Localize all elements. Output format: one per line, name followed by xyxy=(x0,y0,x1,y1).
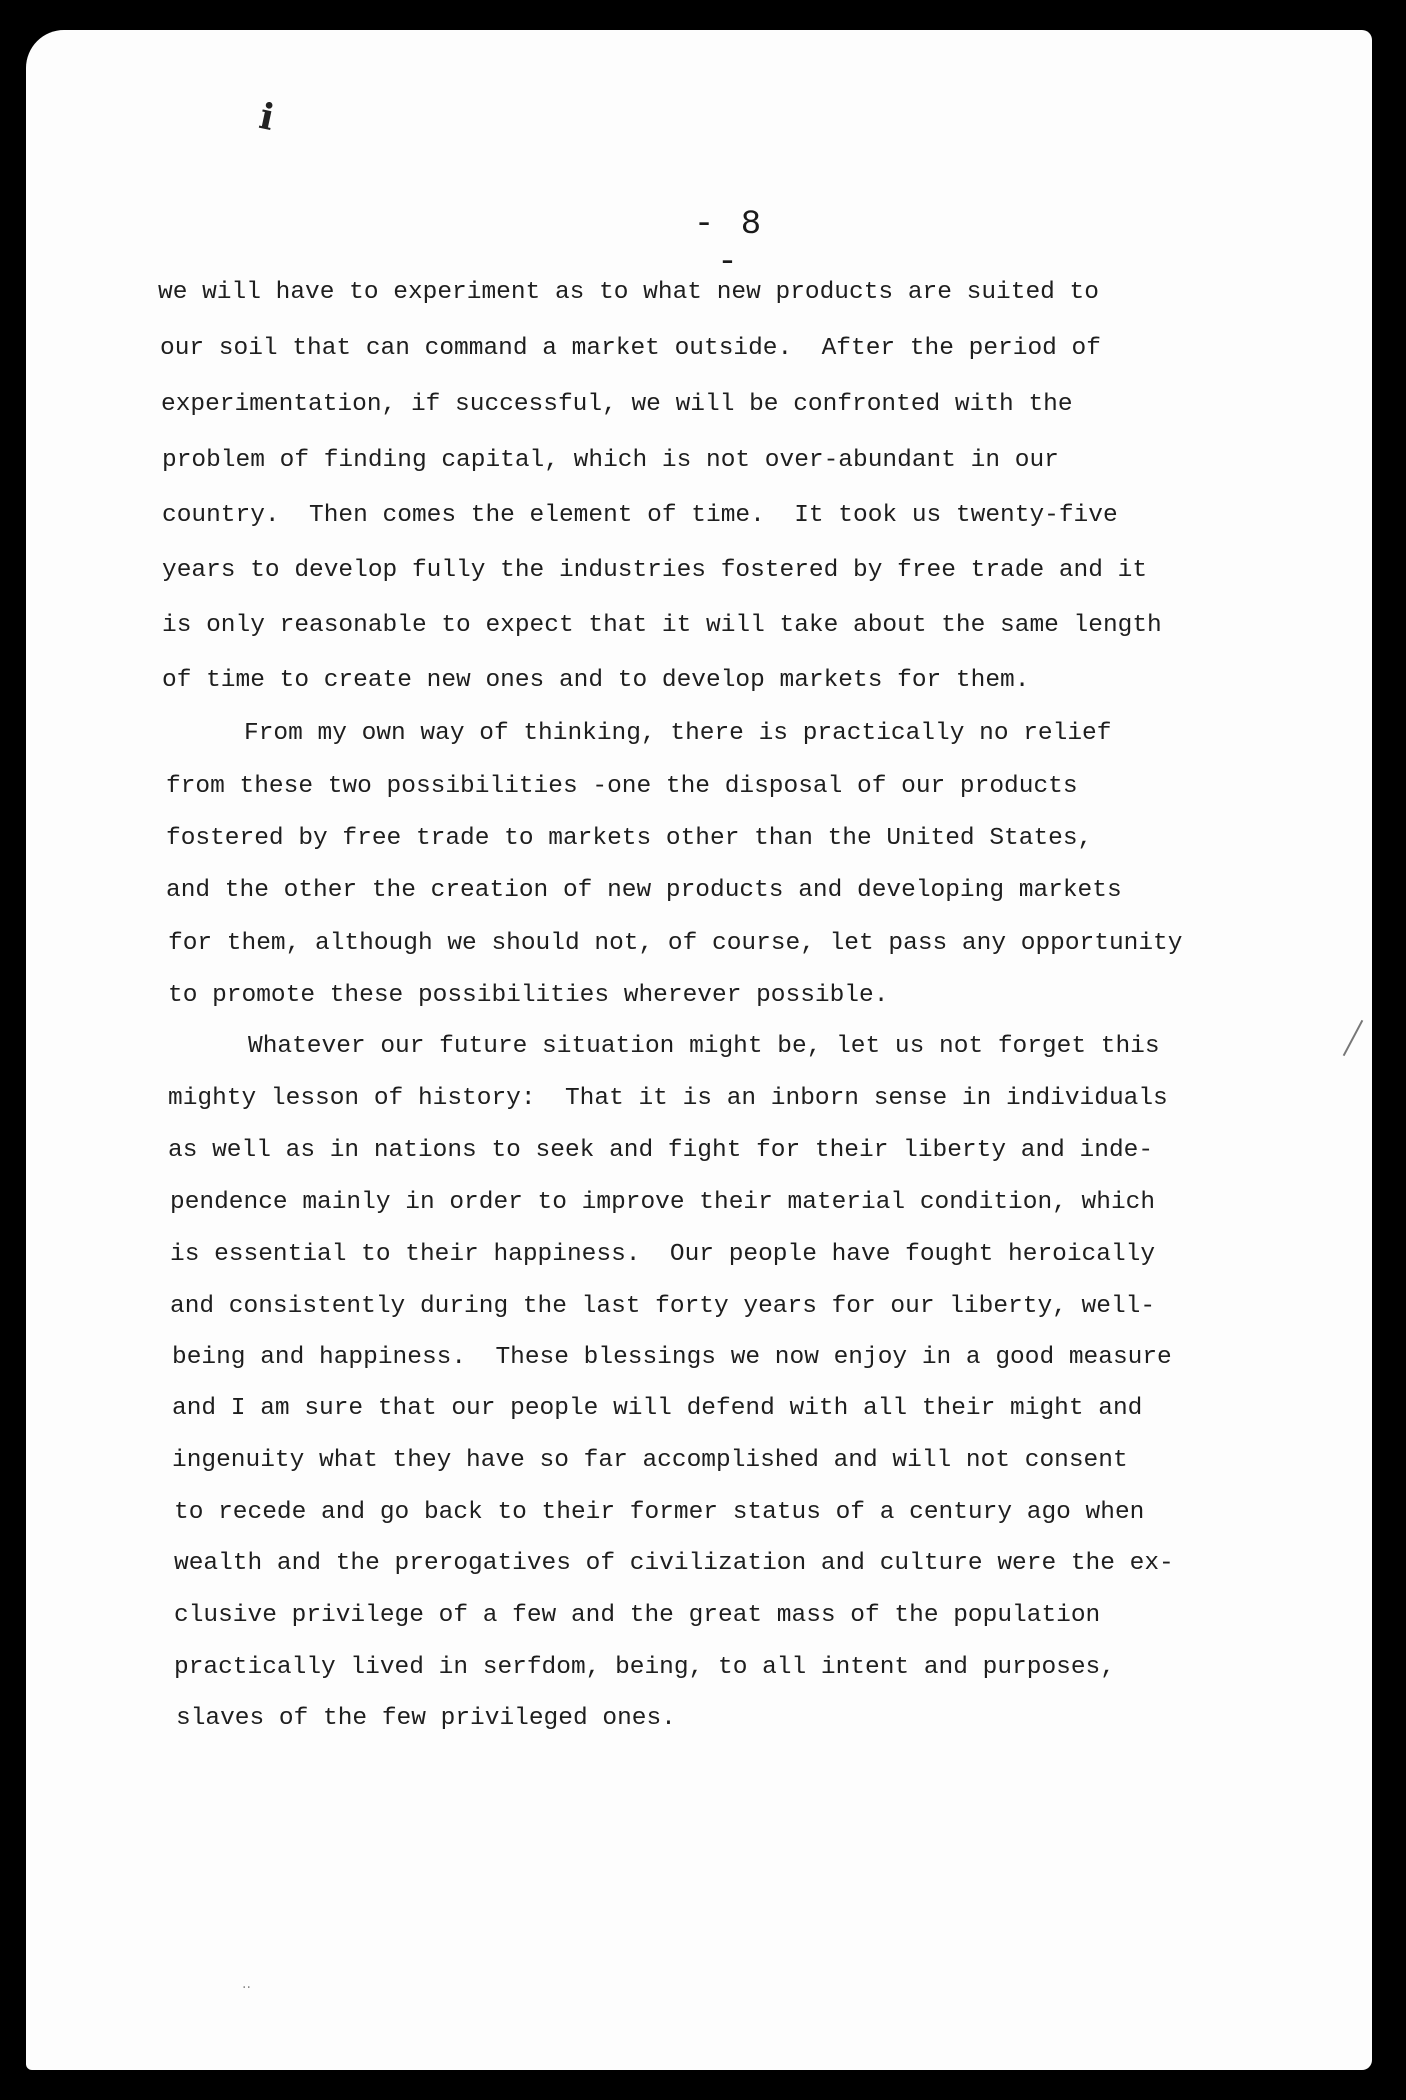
text-line: ingenuity what they have so far accomplished and will not consent xyxy=(172,1447,1128,1474)
text-line: slaves of the few privileged ones. xyxy=(176,1705,676,1732)
text-line: clusive privilege of a few and the great mass of the population xyxy=(174,1602,1101,1629)
text-line: we will have to experiment as to what new products are suited to xyxy=(158,279,1099,306)
text-line: experimentation, if successful, we will be confronted with the xyxy=(161,391,1073,418)
text-line: as well as in nations to seek and fight for their liberty and inde- xyxy=(168,1137,1154,1164)
text-line: and I am sure that our people will defend with all their might and xyxy=(172,1395,1143,1422)
text-line: practically lived in serfdom, being, to all intent and purposes, xyxy=(174,1654,1115,1681)
text-line: is only reasonable to expect that it will take about the same length xyxy=(162,612,1162,639)
text-line: years to develop fully the industries fostered by free trade and it xyxy=(162,557,1148,584)
text-line: and consistently during the last forty years for our liberty, well- xyxy=(170,1293,1156,1320)
text-line: to recede and go back to their former status of a century ago when xyxy=(174,1499,1145,1526)
text-line: from these two possibilities -one the disposal of our products xyxy=(166,773,1078,800)
document-page xyxy=(26,30,1372,2070)
text-line: being and happiness. These blessings we now enjoy in a good measure xyxy=(172,1344,1172,1371)
text-line: wealth and the prerogatives of civilization and culture were the ex- xyxy=(174,1550,1174,1577)
text-line: mighty lesson of history: That it is an inborn sense in individuals xyxy=(168,1085,1168,1112)
text-line: is essential to their happiness. Our people have fought heroically xyxy=(170,1241,1156,1268)
text-line: for them, although we should not, of course, let pass any opportunity xyxy=(168,930,1183,957)
text-line: problem of finding capital, which is not over-abundant in our xyxy=(162,447,1059,474)
text-line: country. Then comes the element of time. It took us twenty-five xyxy=(162,502,1118,529)
text-line: Whatever our future situation might be, let us not forget this xyxy=(248,1033,1160,1060)
text-line: to promote these possibilities wherever possible. xyxy=(168,982,889,1009)
stray-dots: ·· xyxy=(242,1980,251,1996)
text-line: of time to create new ones and to develop markets for them. xyxy=(162,667,1030,694)
text-line: pendence mainly in order to improve their material condition, which xyxy=(170,1189,1156,1216)
text-line: and the other the creation of new products and developing markets xyxy=(166,877,1122,904)
text-line: our soil that can command a market outside. After the period of xyxy=(160,335,1101,362)
text-line: From my own way of thinking, there is practically no relief xyxy=(244,720,1112,747)
page-number: - 8 - xyxy=(693,206,765,282)
handwritten-mark: i xyxy=(255,95,278,139)
text-line: fostered by free trade to markets other than the United States, xyxy=(166,825,1093,852)
